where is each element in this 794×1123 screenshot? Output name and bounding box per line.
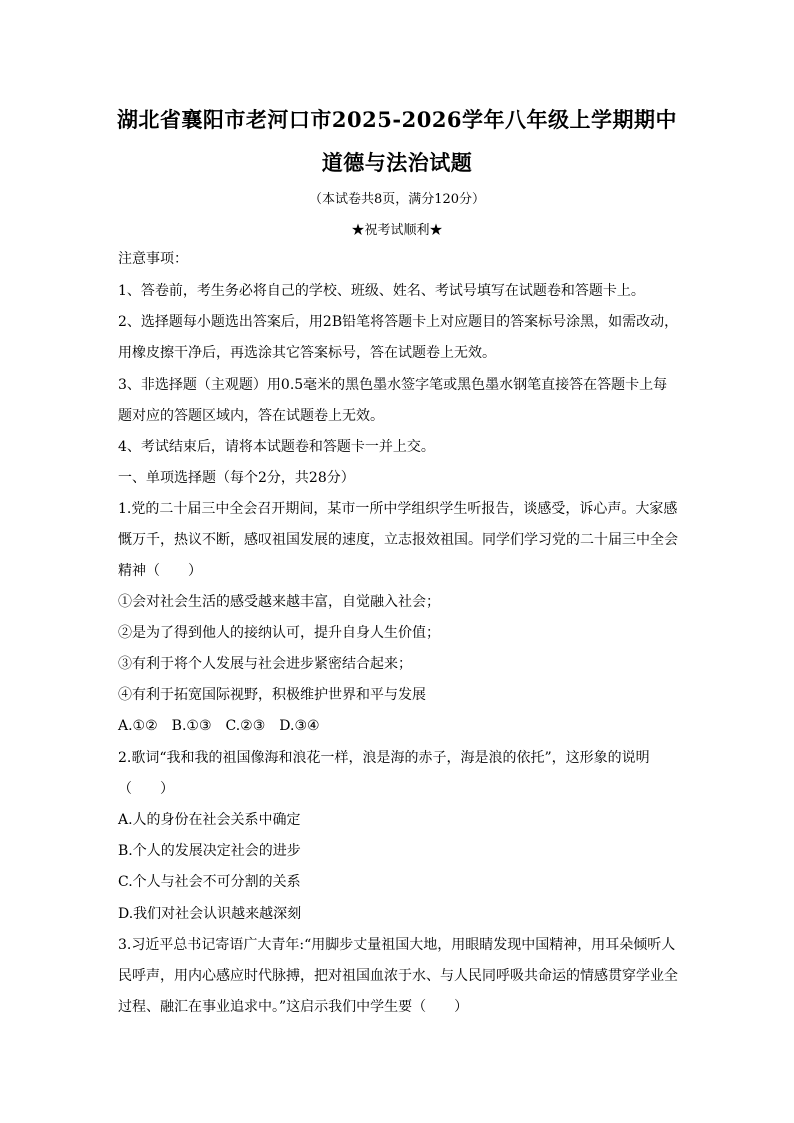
q1-stem-line1: 1.党的二十届三中全会召开期间，某市一所中学组织学生听报告，谈感受，诉心声。大家感 bbox=[118, 501, 678, 517]
q2-option-c: C.个人与社会不可分割的关系 bbox=[118, 874, 301, 890]
exam-title-line1: 湖北省襄阳市老河口市2025-2026学年八年级上学期期中 bbox=[116, 107, 678, 132]
q1-statement-2: ②是为了得到他人的接纳认可，提升自身人生价值； bbox=[118, 625, 440, 641]
note-item-1: 1、答卷前，考生务必将自己的学校、班级、姓名、考试号填写在试题卷和答题卡上。 bbox=[118, 283, 645, 299]
q2-stem-line2: （ ） bbox=[118, 781, 174, 797]
note-item-3-line1: 3、非选择题（主观题）用0.5毫米的黑色墨水签字笔或黑色墨水钢笔直接答在答题卡上每 bbox=[118, 377, 668, 393]
q3-stem-line2: 民呼声，用内心感应时代脉搏，把对祖国血浓于水、与人民同呼吸共命运的情感贯穿学业全 bbox=[118, 968, 678, 984]
q3-stem-line3: 过程、融汇在事业追求中。”这启示我们中学生要（ ） bbox=[118, 999, 469, 1015]
q2-option-b: B.个人的发展决定社会的进步 bbox=[118, 843, 301, 859]
note-item-3-line2: 题对应的答题区域内，答在试题卷上无效。 bbox=[118, 408, 384, 424]
q2-option-d: D.我们对社会认识越来越深刻 bbox=[118, 906, 302, 922]
note-item-2-line2: 用橡皮擦干净后，再选涂其它答案标号，答在试题卷上无效。 bbox=[118, 345, 496, 361]
exam-wish: ★祝考试顺利★ bbox=[351, 223, 443, 238]
section-heading: 一、单项选择题（每个2分，共28分） bbox=[118, 470, 355, 486]
note-item-4: 4、考试结束后，请将本试题卷和答题卡一并上交。 bbox=[118, 439, 435, 455]
note-item-2-line1: 2、选择题每小题选出答案后，用2B铅笔将答题卡上对应题目的答案标号涂黑，如需改动， bbox=[118, 314, 679, 330]
exam-subtitle: （本试卷共8页，满分120分） bbox=[308, 192, 486, 207]
notes-heading: 注意事项： bbox=[118, 251, 188, 267]
q1-statement-4: ④有利于拓宽国际视野，积极维护世界和平与发展 bbox=[118, 687, 426, 703]
q3-stem-line1: 3.习近平总书记寄语广大青年:“用脚步丈量祖国大地，用眼睛发现中国精神，用耳朵倾听人 bbox=[118, 937, 676, 953]
q1-choices: A.①② B.①③ C.②③ D.③④ bbox=[118, 718, 320, 734]
q1-statement-3: ③有利于将个人发展与社会进步紧密结合起来； bbox=[118, 656, 412, 672]
q2-option-a: A.人的身份在社会关系中确定 bbox=[118, 812, 301, 828]
q2-stem-line1: 2.歌词“我和我的祖国像海和浪花一样，浪是海的赤子，海是浪的依托”，这形象的说明 bbox=[118, 750, 650, 766]
q1-stem-line2: 慨万千，热议不断，感叹祖国发展的速度，立志报效祖国。同学们学习党的二十届三中全会 bbox=[118, 532, 678, 548]
q1-statement-1: ①会对社会生活的感受越来越丰富，自觉融入社会； bbox=[118, 594, 440, 610]
exam-title-line2: 道德与法治试题 bbox=[321, 150, 473, 175]
q1-stem-line3: 精神（ ） bbox=[118, 563, 202, 579]
